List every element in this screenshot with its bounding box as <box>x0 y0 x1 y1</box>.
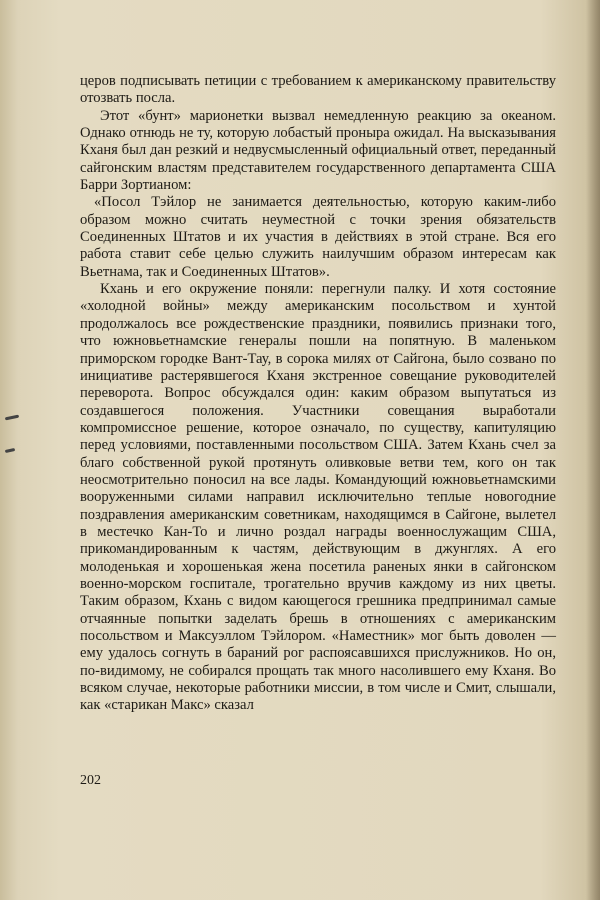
page-edge-shadow <box>586 0 600 900</box>
paragraph-continuation: церов подписывать петиции с требованием к американскому правительству отозвать посла. <box>80 73 556 107</box>
margin-pencil-mark <box>5 415 19 421</box>
paragraph: Этот «бунт» марионетки вызвал немедленную реакцию за океаном. Однако отнюдь не ту, которую лобастый проныра ожидал. На высказывания Кханя был дан резкий и недвусмысленный официальный ответ, переданный сайгонским властям представителем государственного департамента США Барри Зортианом: <box>80 107 556 194</box>
quoted-statement: «Посол Тэйлор не занимается деятельностью, которую каким-либо образом можно считать неуместной с точки зрения обязательств Соединенных Штатов и их участия в действиях в этой стране. Вся его работа ставит себе целью служить наилучшим образом интересам как Вьетнама, так и Соединенных Штатов». <box>80 194 556 280</box>
body-text <box>80 73 556 715</box>
margin-pencil-mark <box>5 448 15 453</box>
paragraph: Кхань и его окружение поняли: перегнули палку. И хотя состояние «холодной войны» между американским посольством и хунтой продолжалось все рождественские праздники, появились признаки того, что южновьетнамские генералы пошли на попятную. В маленьком приморском городке Вант-Тау, в сорока милях от Сайгона, было созвано по инициативе растерявшегося Кханя экстренное совещание руководителей переворота. Вопрос обсуждался один: каким образом выпутаться из создавшегося положения. Участники совещания выработали компромиссное решение, которое означало, по существу, капитуляцию перед условиями, поставленными посольством США. Затем Кхань счел за благо собственной рукой протянуть оливковые ветви тем, кого он так неосмотрительно поносил на все лады. Командующий южновьетнамскими вооруженными силами направил исключительно теплые новогодние поздравления американским советникам, находящимся в Сайгоне, вылетел в местечко Кан-То и лично роздал награды военнослужащим США, прикомандированным к частям, действующим в джунглях. А его молоденькая и хорошенькая жена посетила раненых янки в сайгонском военно-морском госпитале, трогательно вручив каждому из них цветы. Таким образом, Кхань с видом кающегося грешника предпринимал самые отчаянные попытки заделать брешь в отношениях с американским посольством и Максуэллом Тэйлором. «Наместник» мог быть доволен — ему удалось согнуть в бараний рог распоясавшихся прислужников. Но он, по-видимому, не собирался прощать так много насолившего ему Кханя. Во всяком случае, некоторые работники миссии, в том числе и Смит, слышали, как «старикан Макс» сказал <box>80 281 556 714</box>
page-number: 202 <box>80 773 101 788</box>
